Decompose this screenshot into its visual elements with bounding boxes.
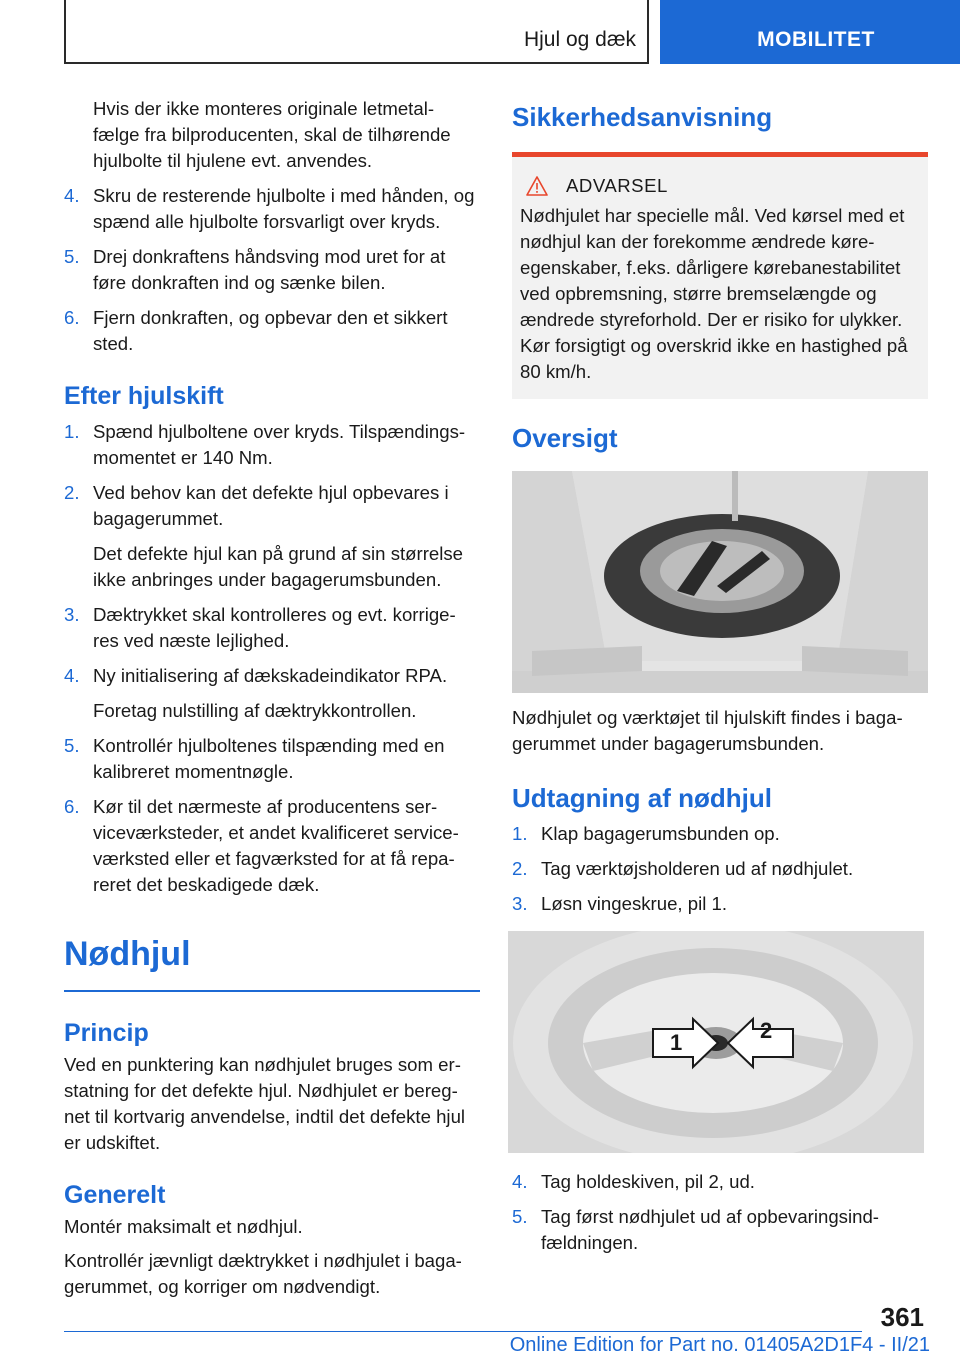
step-text: Klap bagagerumsbunden op. — [541, 823, 780, 844]
step-number: 2. — [64, 482, 80, 503]
wheel-closeup-illustration — [508, 931, 924, 1153]
step-note: Foretag nulstilling af dæktrykkontrollen. — [93, 700, 417, 721]
list-item — [64, 183, 480, 235]
step-text: Drej donkraftens håndsving mod uret for at føre donkraften ind og sænke bilen. — [93, 246, 446, 293]
intro-paragraph: Hvis der ikke monteres originale letmetal-fælge fra bilproducenten, skal de tilhørende hjulbolte til hjulene evt. anvendes. — [93, 98, 451, 171]
list-item — [512, 856, 928, 882]
heading-princip: Princip — [64, 1019, 149, 1047]
list-item — [64, 244, 480, 296]
step-number: 6. — [64, 796, 80, 817]
step-number: 5. — [64, 246, 80, 267]
heading-divider — [64, 990, 480, 992]
list-item — [64, 480, 480, 532]
step-text: Ny initialisering af dækskadeindikator RPA. — [93, 665, 448, 686]
list-item — [64, 602, 480, 654]
spare-wheel-overview-image — [512, 471, 928, 693]
footer-divider — [64, 1331, 862, 1332]
step-number: 2. — [512, 858, 528, 879]
list-item — [64, 733, 480, 785]
heading-generelt: Generelt — [64, 1181, 166, 1209]
left-column — [64, 96, 480, 1300]
step-number: 1. — [64, 421, 80, 442]
step-text: Kør til det nærmeste af producentens ser-viceværksteder, et andet kvalificeret service-værksted eller et fagværksted for at få repa-reret det beskadigede dæk. — [93, 796, 459, 895]
list-item — [64, 305, 480, 357]
step-number: 5. — [64, 735, 80, 756]
list-item — [512, 891, 928, 917]
list-item — [512, 821, 928, 847]
step-text: Dæktrykket skal kontrolleres og evt. korrige-res ved næste lejlighed. — [93, 604, 456, 651]
heading-efter-hjulskift: Efter hjulskift — [64, 382, 224, 410]
warning-box — [512, 152, 928, 399]
oversigt-caption: Nødhjulet og værktøjet til hjulskift findes i baga-gerummet under bagagerumsbunden. — [512, 707, 903, 754]
trunk-illustration — [512, 471, 928, 693]
list-item — [64, 419, 480, 471]
heading-nodhjul: Nødhjul — [64, 935, 191, 973]
step-number: 3. — [64, 604, 80, 625]
list-item — [64, 794, 480, 898]
step-text: Fjern donkraften, og opbevar den et sikkert sted. — [93, 307, 448, 354]
list-item — [512, 1204, 928, 1256]
footer-edition: Online Edition for Part no. 01405A2D1F4 - II/21 — [509, 1334, 930, 1356]
princip-text: Ved en punktering kan nødhjulet bruges som er-statning for det defekte hjul. Nødhjulet er bereg-net til kortvarig anvendelse, indtil det defekte hjul er udskiftet. — [64, 1054, 466, 1153]
step-text: Skru de resterende hjulbolte i med hånden, og spænd alle hjulbolte forsvarligt over kryds. — [93, 185, 475, 232]
step-number: 5. — [512, 1206, 528, 1227]
warning-triangle-icon — [526, 176, 548, 196]
step-text: Spænd hjulboltene over kryds. Tilspændings-momentet er 140 Nm. — [93, 421, 466, 468]
step-text: Tag holdeskiven, pil 2, ud. — [541, 1171, 755, 1192]
step-text: Tag værktøjsholderen ud af nødhjulet. — [541, 858, 854, 879]
step-number: 4. — [512, 1171, 528, 1192]
step-number: 6. — [64, 307, 80, 328]
generelt-text-2: Kontrollér jævnligt dæktrykket i nødhjulet i baga-gerummet, og korriger om nødvendigt. — [64, 1250, 462, 1297]
chapter-tab[interactable] — [660, 0, 960, 64]
step-number: 3. — [512, 893, 528, 914]
wing-screw-image — [508, 931, 924, 1153]
heading-udtagning: Udtagning af nødhjul — [512, 783, 772, 813]
step-text: Tag først nødhjulet ud af opbevaringsind-fældningen. — [541, 1206, 879, 1253]
step-number: 4. — [64, 185, 80, 206]
section-title: Hjul og dæk — [523, 28, 636, 51]
step-note: Det defekte hjul kan på grund af sin størrelse ikke anbringes under bagagerumsbunden. — [93, 543, 464, 590]
chapter-tab-label: MOBILITET — [757, 28, 875, 51]
heading-sikkerhedsanvisning: Sikkerhedsanvisning — [512, 102, 773, 132]
arrow-2-label: 2 — [760, 1018, 773, 1043]
arrow-1-label: 1 — [670, 1030, 683, 1055]
list-item — [64, 663, 480, 689]
list-item — [512, 1169, 928, 1195]
generelt-text-1: Montér maksimalt et nødhjul. — [64, 1216, 303, 1237]
step-number: 1. — [512, 823, 528, 844]
step-text: Kontrollér hjulboltenes tilspænding med en kalibreret momentnøgle. — [93, 735, 445, 782]
warning-title — [520, 175, 920, 197]
step-number: 4. — [64, 665, 80, 686]
warning-label: ADVARSEL — [566, 175, 668, 196]
page-number: 361 — [880, 1302, 924, 1332]
step-text: Ved behov kan det defekte hjul opbevares i bagagerummet. — [93, 482, 449, 529]
warning-text: Nødhjulet har specielle mål. Ved kørsel med et nødhjul kan der forekomme ændrede køre-egenskaber, f.eks. dårligere kørebanestabilitet ved opbremsning, større bremselængde og ændrede styreforhold. Der er risiko for ulykker. Kør forsigtigt og overskrid ikke en hastighed på 80 km/h. — [520, 205, 908, 382]
heading-oversigt: Oversigt — [512, 423, 618, 453]
right-column — [512, 102, 928, 1256]
step-text: Løsn vingeskrue, pil 1. — [541, 893, 728, 914]
